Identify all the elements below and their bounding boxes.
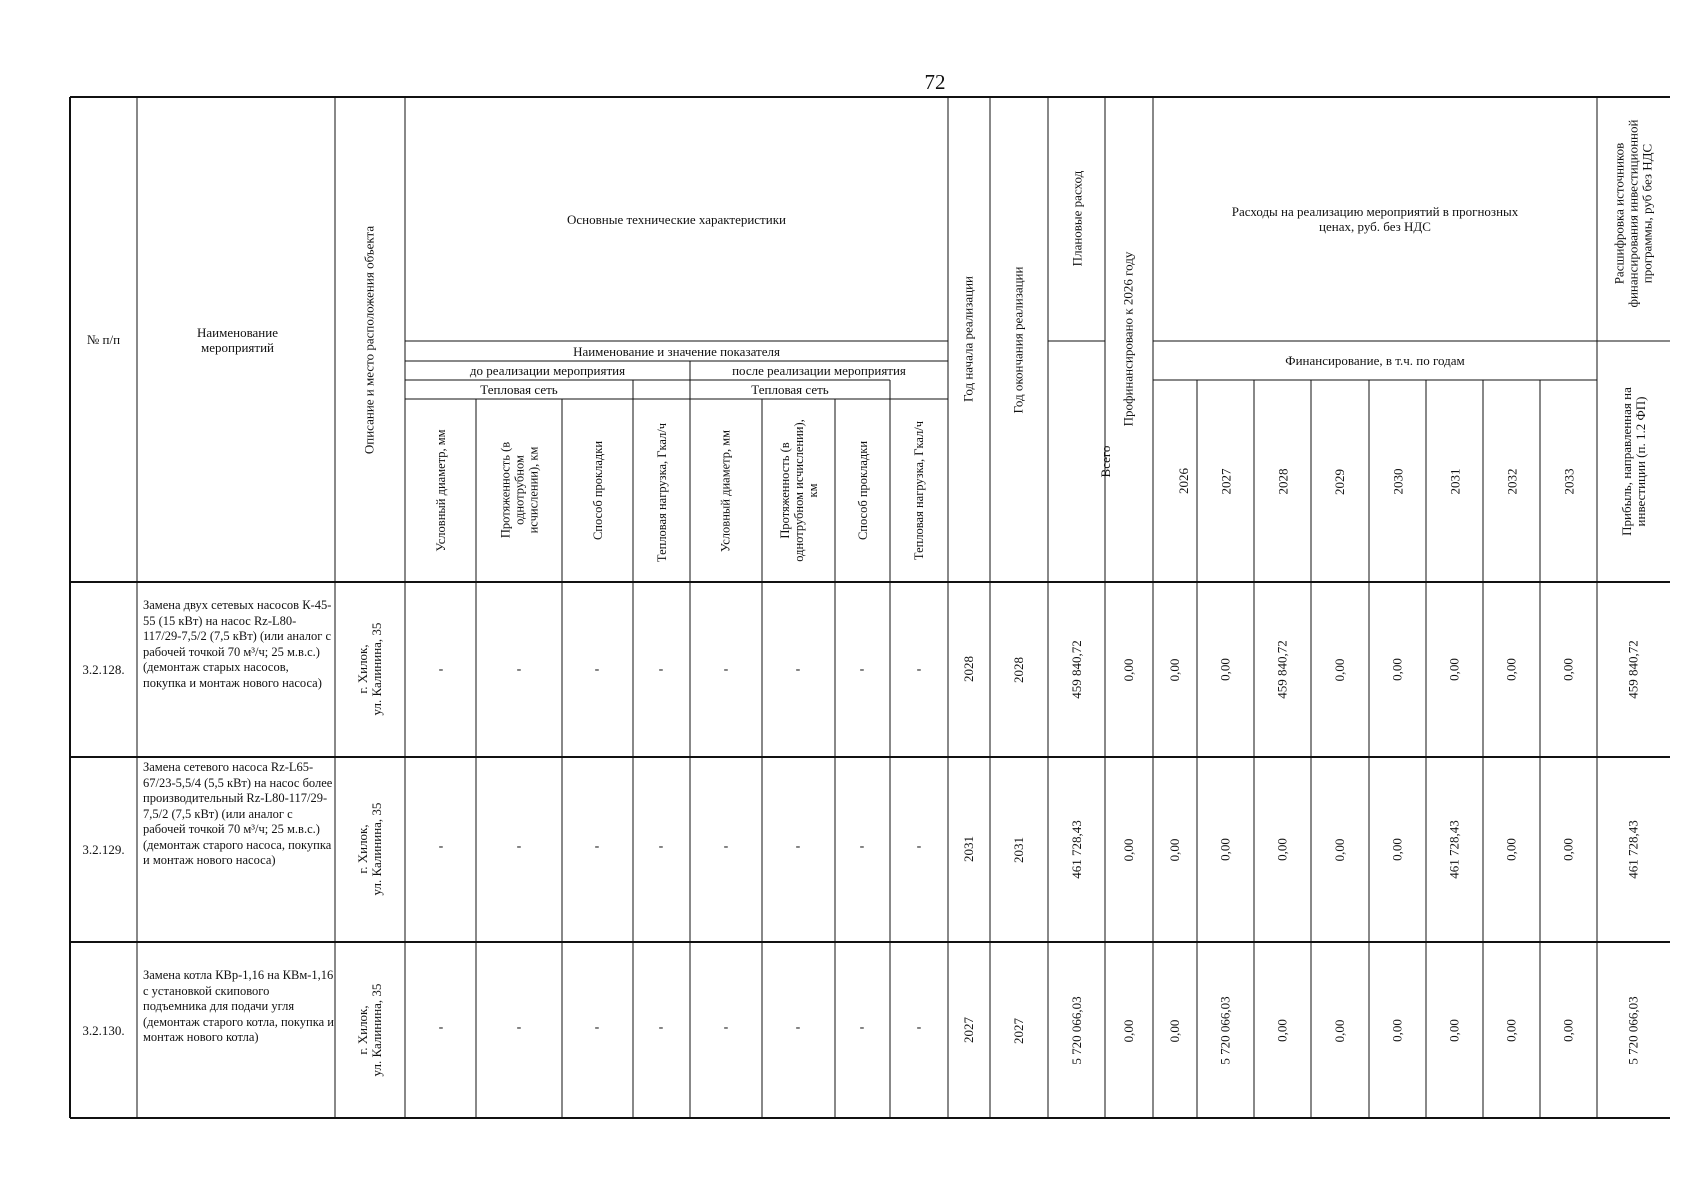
header-load-before: Тепловая нагрузка, Гкал/ч [654,422,669,563]
table-row-1-y2030: 0,00 [1389,658,1404,681]
table-row-1-num: 3.2.128. [82,662,125,677]
table-row-3-y2030: 0,00 [1389,1019,1404,1042]
table-row-1-prefinanced: 0,00 [1121,658,1136,682]
table-row-1-y2029: 0,00 [1332,658,1347,682]
table-row-2-year-end: 2031 [1011,837,1026,863]
header-year-start: Год начала реализации [960,275,976,403]
header-length-after: Протяженность (в однотрубном исчислении), км [777,419,820,562]
table-row-2-prefinanced: 0,00 [1121,838,1136,862]
table-row-1-dash-4: - [658,662,664,677]
header-year-2027: 2027 [1218,468,1233,495]
table-row-3-y2032: 0,00 [1503,1019,1518,1042]
table-row-1-y2033: 0,00 [1560,658,1575,681]
table-row-1-dash-8: - [916,662,922,677]
table-row-2-dash-1: - [438,839,444,854]
header-sources: Расшифровка источников финансирования инвестиционной программы, руб без НДС [1611,119,1654,308]
table-row-3-name: Замена котла КВр-1,16 на КВм-1,16 с установкой скипового подъемника для подачи угля (демонтаж старого котла, покупка и монтаж нового котла) [143,968,334,1044]
header-num: № п/п [86,332,121,347]
table-row-2-dash-8: - [916,839,922,854]
table-row-2-y2033: 0,00 [1560,838,1575,861]
page-number: 72 [924,70,946,94]
table-row-3-y2033: 0,00 [1560,1019,1575,1042]
header-diam-before: Условный диаметр, мм [433,429,448,552]
table-row-1-total: 459 840,72 [1068,640,1084,699]
table-row-2-y2030: 0,00 [1389,838,1404,861]
table-row-2-dash-4: - [658,839,664,854]
header-laying-after: Способ прокладки [855,440,870,541]
header-year-2030: 2030 [1390,468,1405,495]
table-row-1-dash-1: - [438,662,444,677]
table-row-3-y2028: 0,00 [1274,1019,1289,1042]
table-row-1-location-city: г. Хилок, [355,644,370,694]
table-row-2-y2026: 0,00 [1167,838,1182,862]
header-year-2033: 2033 [1561,468,1576,495]
header-before: до реализации мероприятия [469,363,626,378]
header-year-2032: 2032 [1504,468,1519,495]
table-row-1-y2027: 0,00 [1217,658,1232,681]
table-row-3-location [335,952,405,1108]
table-row-1-name: Замена двух сетевых насосов К-45-55 (15 кВт) на насос Rz-L80-117/29-7,5/2 (7,5 кВт) (или аналог с рабочей точкой 70 м³/ч; 25 м.в.с.) (демонтаж старых насосов, покупка и монтаж нового насоса) [143,598,332,690]
table-row-1-y2032: 0,00 [1503,658,1518,681]
table-row-3-y2027: 5 720 066,03 [1217,996,1232,1065]
table-row-2-dash-5: - [723,839,729,854]
header-year-2028: 2028 [1275,468,1290,495]
header-heat-net-after: Тепловая сеть [751,382,829,397]
table-row-3-dash-7: - [859,1020,865,1035]
table-row-3-y2026: 0,00 [1167,1019,1182,1043]
table-row-3-dash-6: - [795,1020,801,1035]
table-row-3-dash-2: - [516,1020,522,1035]
table-row-3-num: 3.2.130. [82,1022,125,1038]
header-planned: Плановые расход [1069,170,1084,267]
table-row-3-dash-1: - [438,1020,444,1035]
table-row-3-dash-4: - [658,1020,664,1035]
table-row-2-y2032: 0,00 [1503,838,1518,861]
table-row-1-y2028: 459 840,72 [1274,640,1289,699]
table-row-2-location-city: г. Хилок, [355,824,370,874]
table-row-2-y2028: 0,00 [1274,838,1289,861]
header-length-before: Протяженность (в однотрубном исчислении), км [498,441,541,539]
table-row-2-year-start: 2031 [961,836,976,862]
table-row-1-y2026: 0,00 [1167,658,1182,682]
table-row-3-location-street: ул. Калинина, 35 [369,983,384,1077]
table-row-3-dash-8: - [916,1020,922,1035]
header-location: Описание и место расположения объекта [361,225,377,455]
table-row-3-total: 5 720 066,03 [1068,996,1084,1065]
table-row-2-profit: 461 728,43 [1625,820,1640,879]
header-total: Всего [1097,445,1113,478]
table-row-2-dash-7: - [859,839,865,854]
header-name: Наименование мероприятий [197,324,278,355]
header-expenses [1230,97,1520,341]
header-load-after: Тепловая нагрузка, Гкал/ч [911,420,926,561]
header-year-2026: 2026 [1176,468,1191,494]
table-row-1-location-street: ул. Калинина, 35 [369,622,384,716]
table-row-2-y2031: 461 728,43 [1446,820,1461,879]
table-row-3-profit: 5 720 066,03 [1625,996,1640,1065]
table-row-1-dash-2: - [516,662,522,677]
table-row-1-dash-3: - [594,662,600,677]
table-row-2-dash-6: - [795,839,801,854]
header-year-end: Год окончания реализации [1010,266,1026,414]
table-row-1-year-start: 2028 [961,656,976,682]
header-year-2031: 2031 [1447,468,1462,495]
header-indicator: Наименование и значение показателя [573,343,780,359]
header-year-2029: 2029 [1332,469,1347,495]
table-row-1-dash-7: - [859,662,865,677]
table-row-2-dash-3: - [594,839,600,854]
table-row-1-location [335,591,405,747]
header-diam-after: Условный диаметр, мм [718,429,733,553]
table-row-3-year-start: 2027 [961,1017,976,1043]
table-row-2-total: 461 728,43 [1068,820,1084,879]
table-row-2-dash-2: - [516,839,522,854]
header-laying-before: Способ прокладки [590,440,605,541]
table-row-2-location-street: ул. Калинина, 35 [369,802,384,896]
table-row-3-y2031: 0,00 [1446,1019,1461,1042]
table-row-2-location [335,766,405,932]
table-row-3-dash-5: - [723,1020,729,1035]
table-row-1-year-end: 2028 [1011,657,1026,683]
table-row-3-prefinanced: 0,00 [1121,1019,1136,1043]
table-row-3-location-city: г. Хилок, [355,1005,370,1055]
table-row-2-y2029: 0,00 [1332,838,1347,862]
header-profit: Прибыль, направленная на инвестиции (п. 1.2 ФП) [1618,387,1648,536]
table-row-1-dash-6: - [795,662,801,677]
table-row-3-year-end: 2027 [1011,1018,1026,1044]
header-prefinanced: Профинансировано к 2026 году [1120,251,1136,427]
table-row-3-y2029: 0,00 [1332,1019,1347,1043]
header-expenses-text: Расходы на реализацию мероприятий в прогнозных ценах, руб. без НДС [1231,204,1519,234]
table-row-1-profit: 459 840,72 [1625,640,1640,699]
header-financing: Финансирование, в т.ч. по годам [1285,353,1465,368]
table-row-1-dash-5: - [723,662,729,677]
table-row-2-y2027: 0,00 [1217,838,1232,861]
header-after: после реализации мероприятия [732,363,906,378]
table-row-2-name: Замена сетевого насоса Rz-L65-67/23-5,5/4 (5,5 кВт) на насос более производительный Rz-L80-117/29-7,5/2 (7,5 кВт) (или аналог с рабочей точкой 70 м³/ч; 25 м.в.с.) (демонтаж старого насоса, покупка и монтаж нового насоса) [143,760,333,867]
table-row-3-dash-3: - [594,1020,600,1035]
table-row-1-y2031: 0,00 [1446,658,1461,681]
table-row-2-num: 3.2.129. [82,842,125,857]
header-tech-main: Основные технические характеристики [567,211,786,227]
header-heat-net-before: Тепловая сеть [480,382,558,397]
